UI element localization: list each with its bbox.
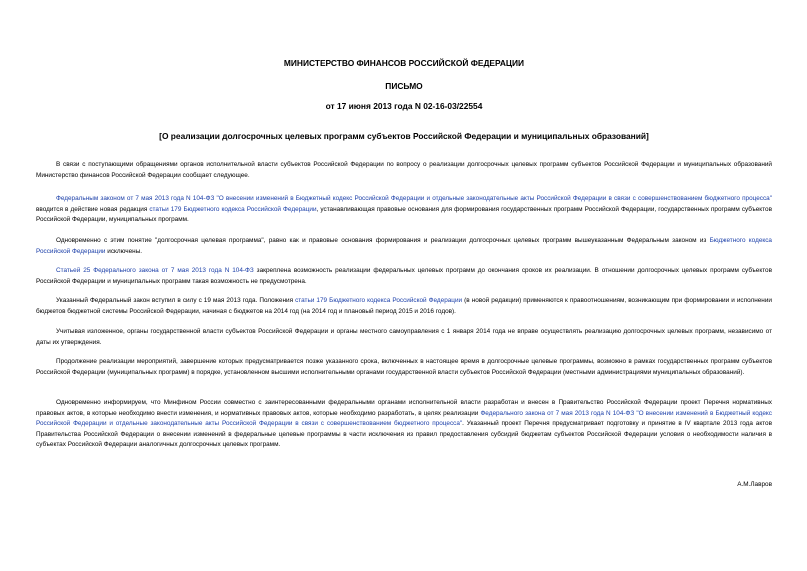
signature: А.М.Лавров [737,481,772,488]
document-subject: [О реализации долгосрочных целевых программ субъектов Российской Федерации и муниципальных образований] [159,131,649,141]
document-date-number: от 17 июня 2013 года N 02-16-03/22554 [325,101,483,111]
paragraph-8-text-1: Одновременно информируем, что Минфином России совместно с заинтересованными федеральными органами исполнительной власти разработан и внесен в Правительство Российской Федерации проект Перечня нормативных правовых актов, в которые необходимо внести изменения, и нормативных правовых актов, которые необходимо разработать, в целях реализации [36,399,772,417]
budget-code-link[interactable]: Бюджетного кодекса Российской Федерации [36,237,772,255]
article-179-link-2[interactable]: статьи 179 Бюджетного кодекса Российской Федерации [295,297,463,304]
document-type: ПИСЬМО [385,81,423,91]
paragraph-4-text: закреплена возможность реализации федеральных целевых программ до окончания сроков их реализации. В отношении долгосрочных целевых программ субъектов Российской Федерации и муниципальных программ такая возможность не предусмотрена. [36,267,772,285]
paragraph-1-text: В связи с поступающими обращениями органов исполнительной власти субъектов Российской Федерации по вопросу о реализации долгосрочных целевых программ субъектов Российской Федерации и муниципальных образований Министерство финансов Российской Федерации сообщает следующее. [36,161,772,179]
article-25-link[interactable]: Статьей 25 Федерального закона от 7 мая 2013 года N 104-ФЗ [56,267,254,274]
paragraph-7-text: Продолжение реализации мероприятий, завершение которых предусматривается позже указанного срока, включенных в настоящее время в долгосрочные целевые программы, возможно в рамках государственных программ субъектов Российской Федерации (муниципальных программ) в порядке, установленном высшими исполнительными органами государственной власти субъектов Российской Федерации (местными администрациями муниципальных образований). [36,358,772,376]
paragraph-2-text-2: , устанавливающая правовые основания для формирования государственных программ Российской Федерации, государственных программ субъектов Российской Федерации, муниципальных программ. [36,205,772,224]
paragraph-1 [36,160,772,181]
paragraph-5-text-1: Указанный Федеральный закон вступил в силу с 19 мая 2013 года. Положения [56,297,296,304]
ministry-title: МИНИСТЕРСТВО ФИНАНСОВ РОССИЙСКОЙ ФЕДЕРАЦИИ [283,58,525,68]
paragraph-3-text-1: Одновременно с этим понятие "долгосрочная целевая программа", равно как и правовые основания формирования и реализации долгосрочных целевых программ вышеуказанным Федеральным законом из [56,237,710,244]
law-104-fz-link-2[interactable]: Федерального закона от 7 мая 2013 года N 104-ФЗ "О внесении изменений в Бюджетный кодекс Российской Федерации и отдельные законодательные акты Российской Федерации в связи с совершенствованием бюджетного процесса" [36,409,772,428]
paragraph-6 [36,327,772,348]
paragraph-8-text-2: . Указанный проект Перечня предусматривает подготовку и принятие в IV квартале 2013 года актов Правительства Российской Федерации о внесении изменений в федеральные целевые программы в части исключения из правил предоставления субсидий бюджетам субъектов Российской Федерации условия о необходимости наличия в субъектах Российской Федерации аналогичных долгосрочных целевых программ. [36,420,772,449]
law-104-fz-link[interactable]: Федеральным законом от 7 мая 2013 года N 104-ФЗ "О внесении изменений в Бюджетный кодекс Российской Федерации и отдельные законодательные акты Российской Федерации в связи с совершенствованием бюджетного процесса" [56,195,772,202]
paragraph-3 [36,236,772,257]
paragraph-4 [36,266,772,287]
paragraph-3-text-2: исключены. [105,247,143,255]
paragraph-5 [36,296,772,317]
paragraph-5-text-2: (в новой редакции) применяются к правоотношениям, возникающим при формировании и исполнении бюджетов бюджетной системы Российской Федерации, начиная с бюджетов на 2014 год (на 2014 год и плановый период 2015 и 2016 годов). [36,297,772,315]
paragraph-2 [36,194,772,226]
paragraph-8 [36,398,772,451]
paragraph-7 [36,357,772,378]
paragraph-6-text: Учитывая изложенное, органы государственной власти субъектов Российской Федерации и органы местного самоуправления с 1 января 2014 года не вправе осуществлять реализацию долгосрочных целевых программ, независимо от даты их утверждения. [36,328,772,346]
paragraph-2-text-1: вводится в действие новая редакция [36,205,150,213]
article-179-link[interactable]: статьи 179 Бюджетного кодекса Российской Федерации [149,205,317,213]
